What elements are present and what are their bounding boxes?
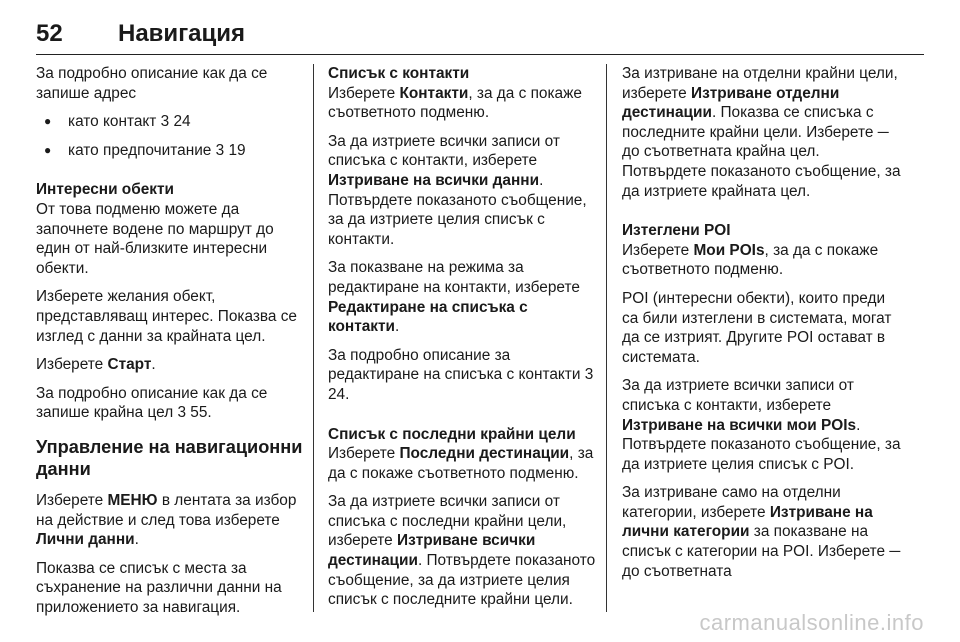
ui-term-recent-destinations: Последни дестинации [399,445,570,463]
paragraph: За изтриване на отделни крайни цели, изберете Изтриване отделни дестинации. Показва се списъка с последните крайни цели. Изберете ─ до съответната крайна цел. Потвърдете показаното съобщение, за да изтриете крайната цел. [622,65,901,200]
paragraph: За да изтриете всички записи от списъка с контакти, изберете Изтриване на всички данни. Потвърдете показаното съобщение, за да изтриете целия списък с контакти. [328,132,587,248]
paragraph: POI (интересни обекти), които преди са били изтеглени в системата, могат да се изтрият. Другите POI остават в системата. [622,289,892,366]
paragraph: За да изтриете всички записи от списъка с контакти, изберете Изтриване на всички мои POIs. Потвърдете показаното съобщение, за да изтриете целия списък с POI. [622,377,901,473]
paragraph: Изберете Мои POIs, за да с покаже съответното подменю. [622,241,879,279]
column-3 [622,64,902,590]
page-title: Навигация [118,20,246,47]
ui-term-delete-single-destinations: Изтриване отделни дестинации [622,84,840,122]
ui-term-menu: МЕНЮ [107,491,158,509]
paragraph: Изберете Последни дестинации, за да с покаже съответното подменю. [328,445,594,482]
ui-term-delete-personal-categories: Изтриване на лични категории [622,503,873,541]
section-heading-downloaded-poi: Изтеглени POI [622,222,731,240]
paragraph: Изберете Контакти, за да с покаже съответното подменю. [328,84,582,122]
paragraph: За подробно описание за редактиране на списъка с контакти 3 24. [328,346,594,403]
section-heading-poi: Интересни обекти [36,181,174,199]
paragraph: Изберете Старт. [36,356,156,374]
column-divider-1 [313,64,314,612]
ui-term-delete-all-pois: Изтриване на всички мои POIs [622,416,857,434]
ui-term-personal-data: Лични данни [36,531,135,549]
column-1 [36,64,306,626]
bullet-item: ● като контакт 3 24 [36,112,306,132]
ui-term-edit-contacts: Редактиране на списъка с контакти [328,298,528,336]
ui-term-start: Старт [107,356,152,374]
page-header [36,16,924,55]
paragraph: За подробно описание как да се запише адрес [36,65,268,102]
column-2 [328,64,598,619]
ui-term-delete-all: Изтриване на всички данни [328,171,540,189]
column-divider-2 [606,64,607,612]
paragraph: Изберете желания обект, представляващ интерес. Показва се изглед с данни за крайната цел. [36,288,297,345]
watermark: carmanualsonline.info [699,610,924,635]
paragraph: За подробно описание как да се запише крайна цел 3 55. [36,384,268,422]
paragraph: За да изтриете всички записи от списъка с последни крайни цели, изберете Изтриване всички дестинации. Потвърдете показаното съобщение, за да изтриете целия списък с последните крайни цели. [328,493,596,609]
paragraph: За изтриване само на отделни категории, изберете Изтриване на лични категории за показване на списък с категории на POI. Изберете ─ до съответната [622,484,901,580]
paragraph: Показва се списък с места за съхранение на различни данни на приложението за навигация. [36,559,282,616]
ui-term-contacts: Контакти [399,84,469,102]
page-number: 52 [36,20,63,47]
paragraph: Изберете МЕНЮ в лентата за избор на действие и след това изберете Лични данни. [36,491,297,549]
bullet-item: ● като предпочитание 3 19 [36,141,306,161]
ui-term-delete-all-destinations: Изтриване всички дестинации [328,532,536,570]
section-heading-recent: Списък с последни крайни цели [328,425,576,443]
section-heading-contacts: Списък с контакти [328,65,470,82]
paragraph: За показване на режима за редактиране на контакти, изберете Редактиране на списъка с контакти. [328,259,580,336]
ui-term-my-pois: Мои POIs [693,241,765,259]
paragraph: От това подменю можете да започнете водене по маршрут до един от най-близките интересни обекти. [36,200,274,277]
section-heading-manage-data: Управление на навигационни данни [36,436,303,479]
